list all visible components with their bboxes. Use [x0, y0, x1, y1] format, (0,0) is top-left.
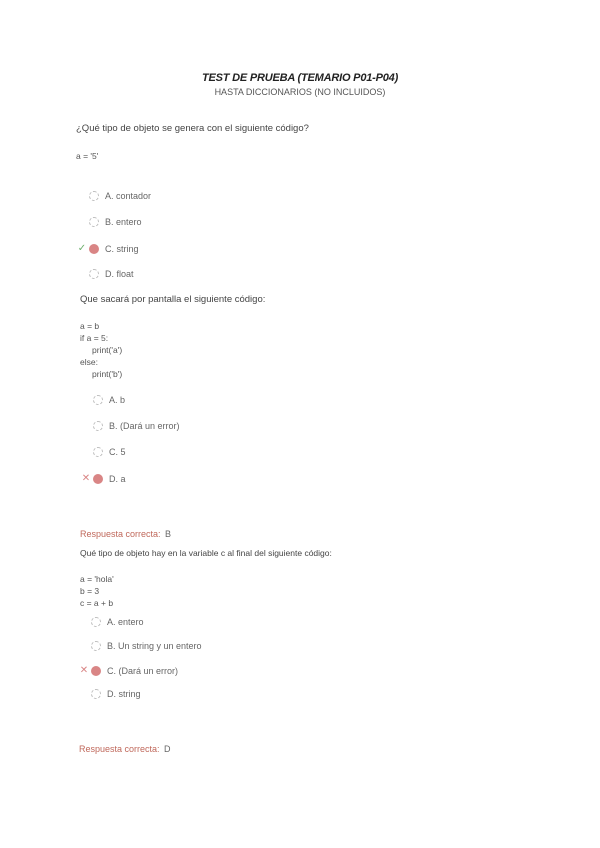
radio-empty-icon[interactable] [89, 191, 99, 201]
correct-answer-label: Respuesta correcta: [79, 744, 160, 754]
code-line: a = '5' [76, 151, 99, 161]
radio-empty-icon[interactable] [89, 269, 99, 279]
question-1-option-c[interactable] [76, 243, 139, 254]
radio-empty-icon[interactable] [91, 689, 101, 699]
option-label: A. contador [105, 191, 152, 201]
question-2-option-a[interactable] [80, 395, 125, 405]
radio-empty-icon[interactable] [89, 217, 99, 227]
correct-answer-label: Respuesta correcta: [80, 529, 161, 539]
question-3-option-d[interactable] [78, 689, 141, 699]
correct-answer-value: D [164, 744, 171, 754]
option-label: C. string [105, 243, 139, 254]
option-label: B. (Dará un error) [109, 421, 180, 431]
radio-empty-icon[interactable] [91, 617, 101, 627]
option-label: C. 5 [109, 447, 126, 457]
question-2-option-c[interactable] [80, 447, 126, 457]
option-label: B. Un string y un entero [107, 641, 202, 651]
option-label: D. string [107, 689, 141, 699]
radio-empty-icon[interactable] [93, 421, 103, 431]
code-line: else: [80, 357, 98, 367]
question-2-option-b[interactable] [80, 421, 180, 431]
question-3-correct-answer [79, 739, 171, 757]
code-line: print('a') [92, 345, 123, 355]
code-line: a = b [80, 321, 100, 331]
question-3-text: Qué tipo de objeto hay en la variable c al final del siguiente código: [80, 548, 332, 558]
question-1-option-d[interactable] [76, 269, 134, 279]
radio-empty-icon[interactable] [93, 447, 103, 457]
radio-selected-icon[interactable] [89, 244, 99, 254]
question-1-option-a[interactable] [76, 191, 151, 201]
question-1-code [76, 150, 98, 162]
radio-empty-icon[interactable] [91, 641, 101, 651]
code-line: a = 'hola' [80, 574, 114, 584]
code-line: if a = 5: [80, 333, 109, 343]
correct-answer-value: B [165, 529, 172, 539]
option-label: D. float [105, 269, 134, 279]
code-line: print('b') [92, 369, 123, 379]
question-3-option-c[interactable] [78, 665, 178, 676]
option-label: A. entero [107, 617, 144, 627]
option-label: B. entero [105, 217, 142, 227]
page-subtitle: HASTA DICCIONARIOS (NO INCLUIDOS) [214, 87, 386, 97]
question-1-option-b[interactable] [76, 217, 142, 227]
question-2-correct-answer [80, 524, 171, 542]
code-line: c = a + b [80, 598, 114, 608]
question-3-option-a[interactable] [78, 617, 144, 627]
cross-icon: ✕ [81, 473, 91, 484]
code-line: b = 3 [80, 586, 100, 596]
cross-icon: ✕ [79, 665, 89, 676]
question-3-option-b[interactable] [78, 641, 202, 651]
question-2-code [80, 320, 122, 380]
question-2-text: Que sacará por pantalla el siguiente código: [80, 294, 266, 305]
option-label: C. (Dará un error) [107, 665, 179, 676]
question-1-text: ¿Qué tipo de objeto se genera con el siguiente código? [76, 123, 309, 134]
page-title: TEST DE PRUEBA (TEMARIO P01-P04) [201, 72, 399, 84]
radio-empty-icon[interactable] [93, 395, 103, 405]
question-3-code [80, 573, 114, 609]
option-label: A. b [109, 395, 126, 405]
radio-selected-icon[interactable] [93, 474, 103, 484]
check-icon: ✓ [77, 243, 87, 254]
radio-selected-icon[interactable] [91, 666, 101, 676]
question-2-option-d[interactable] [80, 473, 126, 484]
option-label: D. a [109, 473, 126, 484]
